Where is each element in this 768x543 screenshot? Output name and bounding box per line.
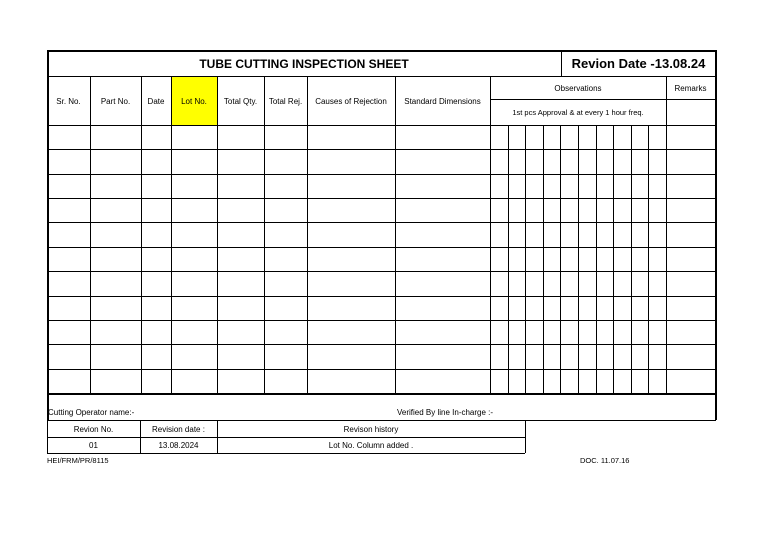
observation-divider (525, 125, 526, 393)
header-standard-dimensions: Standard Dimensions (404, 96, 481, 106)
history-revision-no: 01 (89, 441, 98, 450)
header-causes-of-rejection: Causes of Rejection (315, 96, 387, 106)
header-bottom-line (47, 125, 716, 126)
doc-code: DOC. 11.07.16 (580, 455, 630, 465)
observations-sub-line (490, 99, 716, 100)
header-observations: Observations (554, 83, 602, 93)
history-revision-note: Lot No. Column added . (328, 441, 414, 450)
history-header-revision-no: Revion No. (73, 424, 114, 434)
header-date: Date (147, 96, 165, 106)
revision-date-label: Revion Date -13.08.24 (571, 56, 706, 71)
header-total-rej: Total Rej. (268, 96, 303, 106)
operator-name-label: Cutting Operator name:- (48, 408, 135, 417)
table-row-line (47, 149, 716, 150)
form-code: HEI/FRM/PR/8115 (47, 455, 109, 465)
table-row-line (47, 320, 716, 321)
table-row-line (47, 222, 716, 223)
table-row-line (47, 198, 716, 199)
table-row-line (47, 296, 716, 297)
observation-divider (596, 125, 597, 393)
observation-divider (543, 125, 544, 393)
history-header-revision-date: Revision date : (152, 424, 205, 434)
table-row-line (47, 369, 716, 370)
observation-divider (508, 125, 509, 393)
history-bottom-line (47, 453, 525, 454)
observation-divider (560, 125, 561, 393)
header-total-qty: Total Qty. (223, 96, 258, 106)
table-row-line (47, 344, 716, 345)
verified-by-label: Verified By line In-charge :- (397, 408, 494, 417)
table-row-line (47, 271, 716, 272)
header-lot-no: Lot No. (181, 96, 207, 106)
sheet-title: TUBE CUTTING INSPECTION SHEET (199, 56, 409, 71)
observation-divider (578, 125, 579, 393)
header-part-no: Part No. (100, 96, 131, 106)
history-revision-date: 13.08.2024 (158, 441, 199, 450)
table-bottom-border (47, 393, 716, 395)
table-row-line (47, 174, 716, 175)
history-right-border (525, 420, 526, 453)
header-observations-sub: 1st pcs Approval & at every 1 hour freq. (512, 108, 644, 117)
table-row-line (47, 247, 716, 248)
header-sr-no: Sr. No. (56, 96, 81, 106)
history-header-revision-history: Revison history (343, 424, 399, 434)
observation-divider (613, 125, 614, 393)
header-remarks: Remarks (674, 83, 707, 93)
observation-divider (648, 125, 649, 393)
observation-divider (631, 125, 632, 393)
table-right-border (715, 50, 717, 420)
